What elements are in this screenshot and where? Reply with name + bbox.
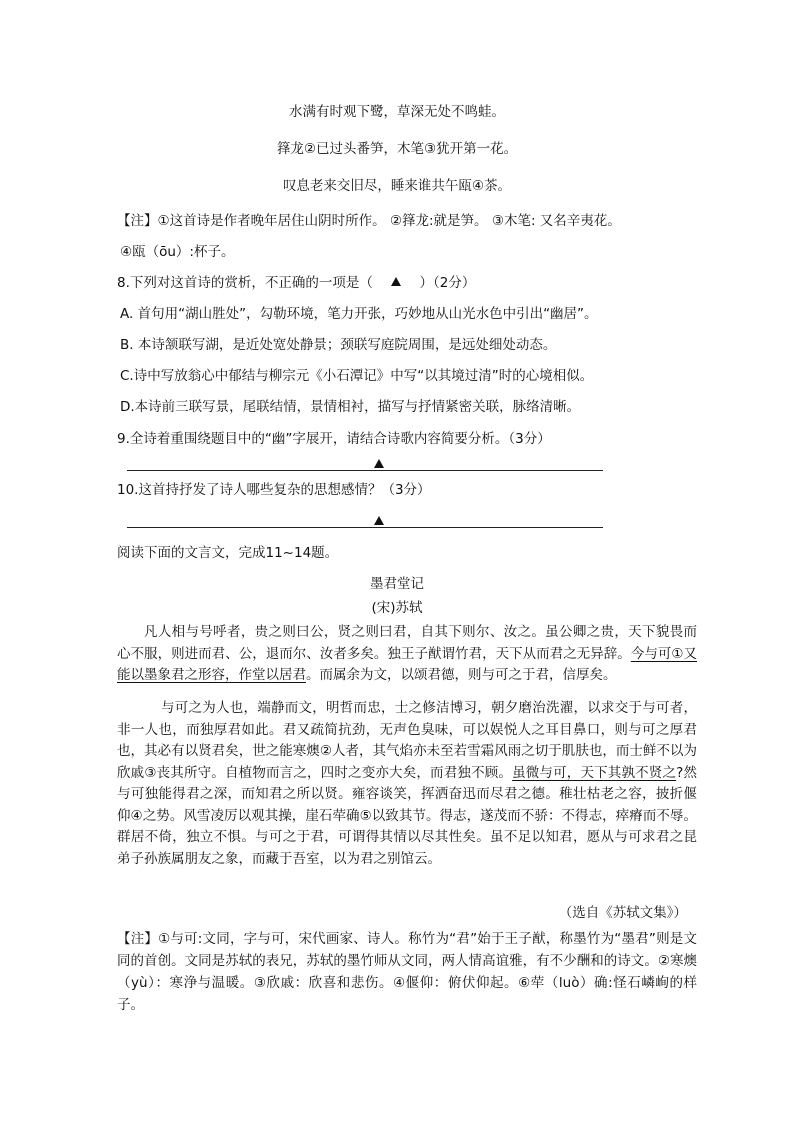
poem-line-3: 水满有时观下鹭，草深无处不鸣蛙。 bbox=[289, 104, 505, 120]
essay-p2-underlined: 虽微与可，天下其孰不贤之 bbox=[512, 764, 677, 781]
question-9: 9.全诗着重围绕题目中的“幽”字展开，请结合诗歌内容简要分析。（3分） bbox=[117, 431, 551, 447]
option-c: C.诗中写放翁心中郁结与柳宗元《小石潭记》中写“以其境过清”时的心境相似。 bbox=[120, 368, 594, 384]
question-8-stem: 8.下列对这首诗的赏析，不正确的一项是（ bbox=[117, 275, 373, 291]
question-8 bbox=[117, 273, 475, 293]
essay-source: （选自《苏轼文集》） bbox=[558, 905, 687, 921]
essay-title: 墨君堂记 bbox=[370, 576, 424, 592]
option-b: B. 本诗颔联写湖，是近处宽处静景；颈联写庭院周围，是远处细处动态。 bbox=[120, 337, 557, 353]
essay-paragraph-1 bbox=[117, 622, 697, 687]
essay-p2-text: 与可之为人也，端静而文，明哲而忠，士之修洁博习，朝夕磨治洗濯，以求交于与可者，非一人也，而独厚君如此。君又疏简抗劲，无声色臭味，可以娱悦人之耳目鼻口，则与可之厚君也，其必有以贤君矣，世之能寒燠②人者，其气焰亦未至若雪霜风雨之切于肌肤也，而士鲜不以为欣戚③丧其所守。自植物而言之，四时之变亦大矣，而君独不顾。 bbox=[117, 700, 697, 781]
poem-line-5: 叹息老来交旧尽，睡来谁共午瓯④茶。 bbox=[282, 178, 512, 194]
option-a: A. 首句用“湖山胜处”，勾勒环境，笔力开张，巧妙地从山光水色中引出“幽居”。 bbox=[120, 306, 598, 322]
triangle-icon bbox=[374, 516, 384, 525]
answer-line-10[interactable] bbox=[127, 527, 603, 528]
essay-p1-text-end: 。而属余为文，以颂君德，则与可之于君，信厚矣。 bbox=[306, 667, 617, 683]
essay-p1-underlined: 今与可①又能以墨象君之形容，作堂以居君 bbox=[117, 645, 698, 683]
option-d: D.本诗前三联写景，尾联结情，景情相衬，描写与抒情紧密关联，脉络清晰。 bbox=[120, 399, 581, 415]
triangle-icon bbox=[374, 459, 384, 468]
essay-author: (宋)苏轼 bbox=[371, 600, 423, 616]
answer-line-9[interactable] bbox=[127, 470, 603, 471]
triangle-icon bbox=[391, 277, 401, 286]
essay-notes: 【注】①与可:文同，字与可，宋代画家、诗人。称竹为“君”始于王子猷，称墨竹为“墨君”则是文同的首创。文同是苏轼的表兄，苏轼的墨竹师从文同，两人情高谊雅，有不少酬和的诗文。②寒燠（yù）：寒浄与温暖。③欣戚：欣喜和悲伤。④偃仰：俯伏仰起。⑥荦（luò）确:怪石嶙峋的样子。 bbox=[117, 931, 697, 1013]
poem-note-2: ④瓯（ōu）:杯子。 bbox=[120, 244, 235, 260]
answer-blank[interactable] bbox=[377, 273, 415, 293]
essay-p2-text-end: ?然与可独能得君之深，而知君之所以贤。雍容谈笑，挥洒奋迅而尽君之德。稚壮枯老之容，披折偃仰④之势。风雪凌厉以观其操，崖石荦确⑤以致其节。得志，遂茂而不骄：不得志，瘁瘠而不辱。群居不倚，独立不惧。与可之于君，可谓得其情以尽其性矣。虽不足以知君，愿从与可求君之昆弟子孙族属朋友之象，而藏于吾室，以为君之别馆云。 bbox=[117, 764, 697, 867]
question-10: 10.这首持抒发了诗人哪些复杂的思想感情？（3分） bbox=[117, 482, 431, 498]
poem-note-1: 【注】①这首诗是作者晚年居住山阴时所作。 ②箨龙:就是笋。 ③木笔: 又名辛夷花。 bbox=[117, 213, 621, 229]
essay-p1-text: 凡人相与号呼者，贵之则曰公，贤之则曰君，自其下则尔、汝之。虽公卿之贵，天下貌畏而心不服，则进而君、公，退而尔、汝者多矣。独王子猷谓竹君，天下从而君之无异辞。 bbox=[117, 624, 697, 662]
essay-paragraph-2 bbox=[117, 698, 697, 870]
poem-line-4: 箨龙②已过头番笋，木笔③犹开第一花。 bbox=[276, 141, 518, 157]
question-8-tail: ）（2分） bbox=[419, 275, 476, 291]
reading-instructions: 阅读下面的文言文，完成11~14题。 bbox=[117, 545, 339, 561]
